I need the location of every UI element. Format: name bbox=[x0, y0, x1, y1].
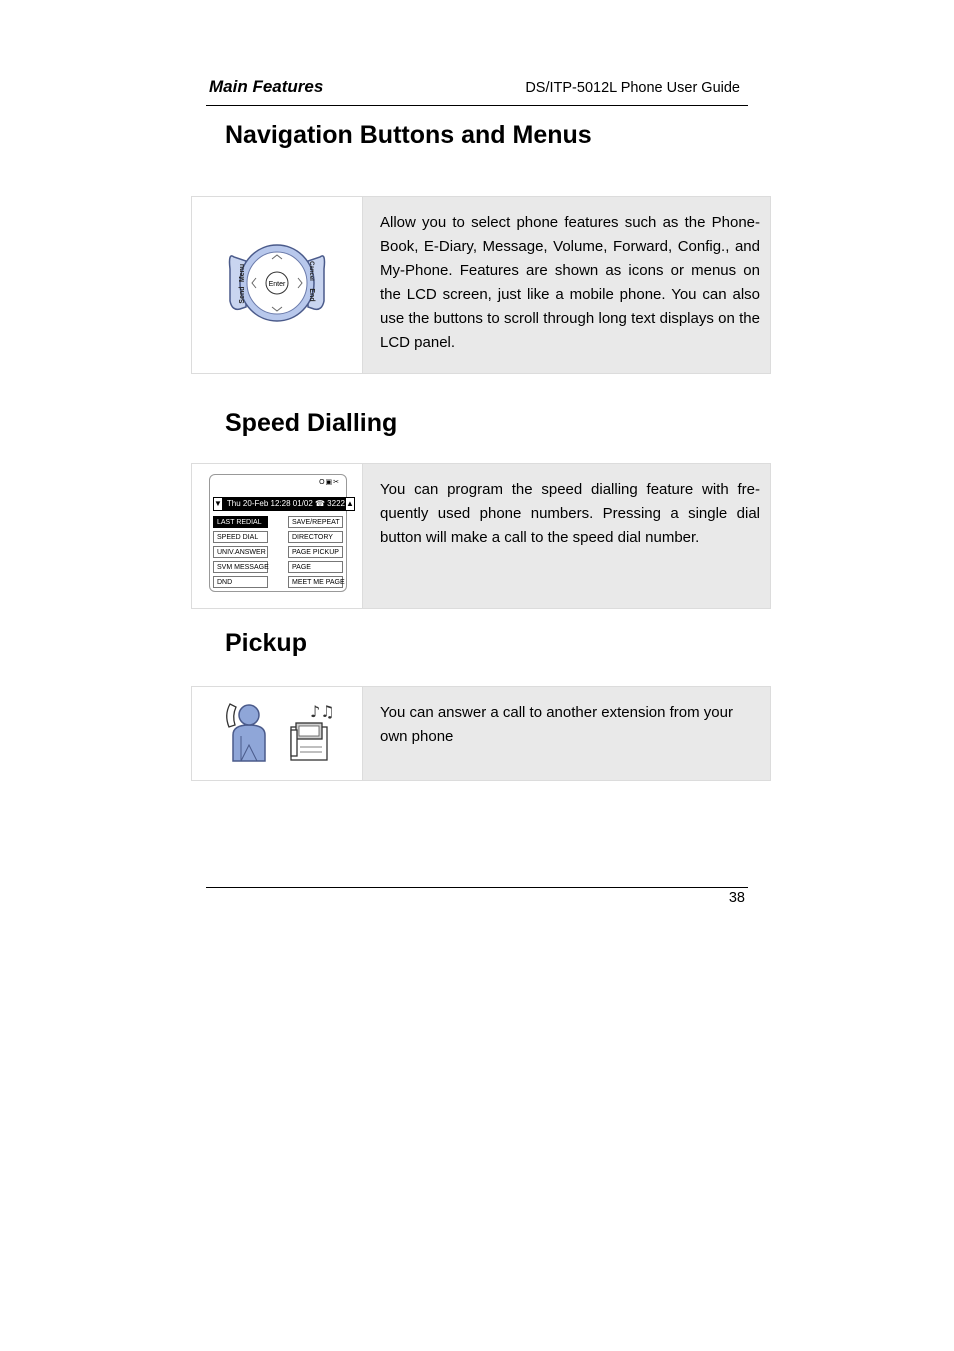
lcd-down-arrow-icon: ▼ bbox=[213, 497, 223, 511]
lcd-up-arrow-icon: ▲ bbox=[345, 497, 355, 511]
feature-box-navigation bbox=[191, 196, 771, 374]
heading-speed-dialling: Speed Dialling bbox=[225, 409, 398, 437]
heading-pickup: Pickup bbox=[225, 629, 307, 657]
header-section-title: Main Features bbox=[209, 77, 324, 96]
lcd-key-save-repeat: SAVE/REPEAT bbox=[288, 516, 343, 528]
end-key-label: End bbox=[308, 288, 315, 302]
lcd-key-univ-answer: UNIV.ANSWER bbox=[213, 546, 268, 558]
menu-key-label: Menu bbox=[239, 263, 246, 283]
lcd-key-meet-me-page: MEET ME PAGE bbox=[288, 576, 343, 588]
lcd-key-page: PAGE bbox=[288, 561, 343, 573]
cancel-key-label: Cancel bbox=[308, 261, 314, 281]
enter-key-label: Enter bbox=[268, 281, 286, 288]
navigation-buttons-image bbox=[192, 197, 363, 373]
lcd-key-svm-message: SVM MESSAGE bbox=[213, 561, 268, 573]
lcd-screen bbox=[209, 474, 354, 592]
svg-text:♪♫: ♪♫ bbox=[310, 702, 335, 721]
music-notes-icon bbox=[310, 702, 335, 721]
lcd-key-last-redial: LAST REDIAL bbox=[213, 516, 268, 528]
heading-navigation-buttons: Navigation Buttons and Menus bbox=[225, 121, 592, 149]
lcd-status-icons: O▣✂ bbox=[319, 479, 340, 486]
feature-box-speed-dialling bbox=[191, 463, 771, 609]
pickup-description: You can answer a call to another extension from your own phone bbox=[380, 704, 733, 745]
desk-phone-icon bbox=[291, 723, 327, 760]
lcd-key-speed-dial: SPEED DIAL bbox=[213, 531, 268, 543]
lcd-date-bar bbox=[213, 497, 354, 511]
lcd-softkey-grid bbox=[213, 516, 343, 588]
lcd-key-directory: DIRECTORY bbox=[288, 531, 343, 543]
speed-dialling-description: You can program the speed dialling feature with fre-quently used phone numbers. Pressing a single dial button will make a call to the speed dial number. bbox=[380, 481, 760, 546]
lcd-key-dnd: DND bbox=[213, 576, 268, 588]
header-rule bbox=[206, 105, 748, 106]
pickup-image bbox=[192, 687, 363, 780]
lcd-key-page-pickup: PAGE PICKUP bbox=[288, 546, 343, 558]
lcd-screen-image bbox=[192, 464, 363, 608]
navigation-description: Allow you to select phone features such as the Phone-Book, E-Diary, Message, Volume, Forward, Config., and My-Phone. Features are shown as icons or menus on the LCD screen, just like a mobile phone. You can also use the buttons to scroll through long text displays on the LCD panel. bbox=[380, 214, 760, 351]
footer-rule bbox=[206, 887, 748, 888]
page-number: 38 bbox=[728, 890, 745, 906]
header-guide-title: DS/ITP-5012L Phone User Guide bbox=[525, 80, 740, 96]
person-on-phone-icon bbox=[227, 704, 265, 761]
feature-box-pickup bbox=[191, 686, 771, 781]
lcd-date-line: Thu 20-Feb 12:28 01/02 ☎ 3222 bbox=[223, 497, 345, 511]
send-key-label: Send bbox=[239, 286, 246, 304]
